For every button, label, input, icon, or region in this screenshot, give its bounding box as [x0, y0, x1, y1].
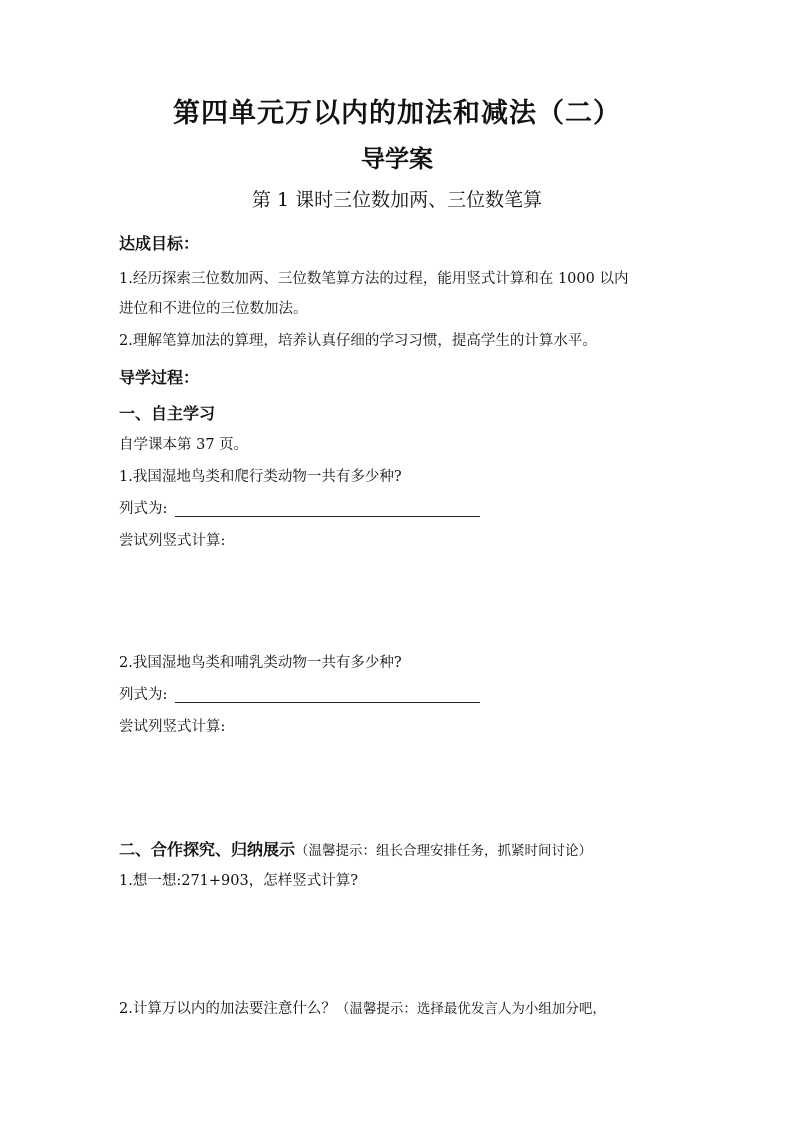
- formula-label-1: 列式为:: [119, 501, 168, 517]
- calc-label-1: 尝试列竖式计算:: [119, 533, 226, 549]
- calc-label-2: 尝试列竖式计算:: [119, 719, 226, 735]
- formula-answer-line-1[interactable]: [175, 516, 480, 517]
- section2-question-2: 2.计算万以内的加法要注意什么？: [119, 1001, 336, 1017]
- section2-question-2-tip: （温馨提示：选择最优发言人为小组加分吧，: [335, 1001, 606, 1017]
- section1-question-2: 2.我国湿地鸟类和哺乳类动物一共有多少种?: [119, 655, 402, 671]
- formula-label-2: 列式为:: [119, 687, 168, 703]
- process-heading: 导学过程：: [119, 368, 200, 387]
- section2-tip: （温馨提示：组长合理安排任务，抓紧时间讨论）: [295, 843, 593, 859]
- section2-heading-row: [119, 842, 592, 859]
- section2-question-2-row: [119, 1000, 606, 1017]
- section2-heading: 二、合作探究、归纳展示: [119, 840, 296, 859]
- goals-heading: 达成目标：: [119, 234, 200, 253]
- doc-title: 第四单元万以内的加法和减法（二）: [173, 98, 621, 129]
- section1-question-1: 1.我国湿地鸟类和爬行类动物一共有多少种?: [119, 469, 402, 485]
- section1-heading: 一、自主学习: [119, 404, 216, 423]
- lesson-title: 第 1 课时三位数加两、三位数笔算: [251, 189, 543, 211]
- goal-1-line-2: 进位和不进位的三位数加法。: [119, 301, 308, 317]
- calc-space-2[interactable]: [119, 742, 679, 832]
- goal-1-line-1: 1.经历探索三位数加两、三位数笔算方法的过程，能用竖式计算和在 1000 以内: [119, 271, 629, 287]
- goal-2: 2.理解笔算加法的算理，培养认真仔细的学习习惯，提高学生的计算水平。: [119, 333, 597, 349]
- calc-space-1[interactable]: [119, 556, 679, 646]
- answer-space-3[interactable]: [119, 896, 679, 992]
- formula-answer-line-2[interactable]: [175, 702, 480, 703]
- section2-question-1: 1.想一想:271+903，怎样竖式计算?: [119, 873, 358, 889]
- section1-intro: 自学课本第 37 页。: [119, 437, 249, 453]
- doc-subtitle: 导学案: [361, 144, 433, 173]
